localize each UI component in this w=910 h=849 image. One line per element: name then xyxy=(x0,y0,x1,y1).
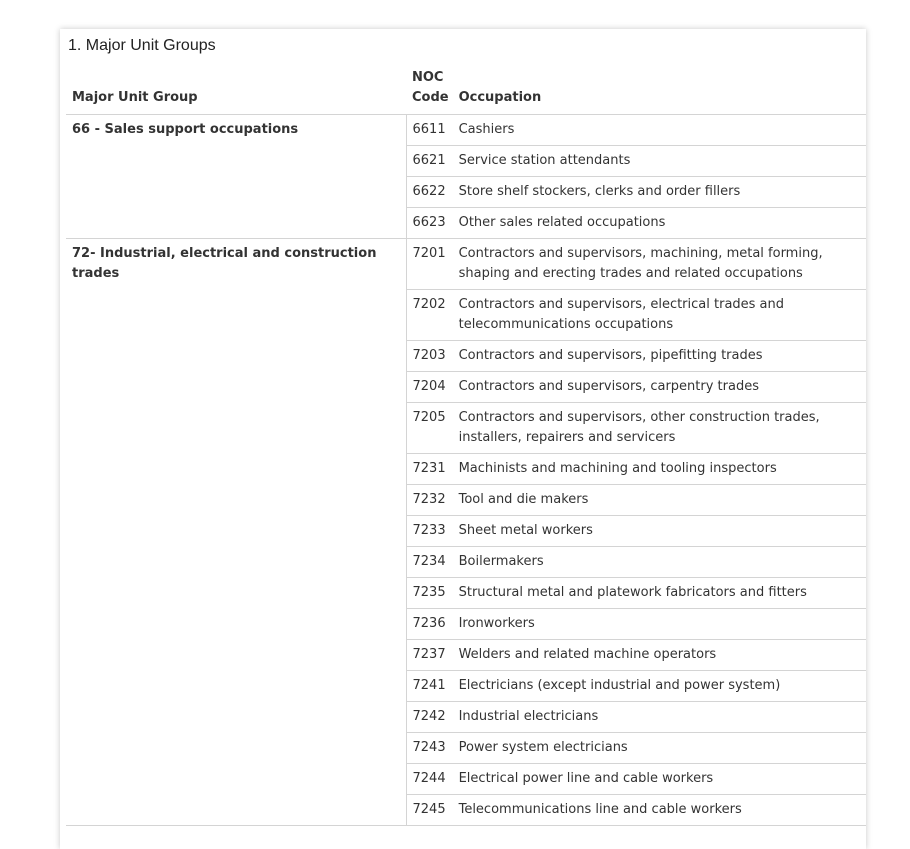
occupation-cell: Industrial electricians xyxy=(453,702,866,733)
noc-code-cell: 6621 xyxy=(406,146,453,177)
major-unit-group-cell: 66 - Sales support occupations xyxy=(66,115,406,239)
noc-code-cell: 7231 xyxy=(406,454,453,485)
noc-code-cell: 6611 xyxy=(406,115,453,146)
occupation-cell: Sheet metal workers xyxy=(453,516,866,547)
noc-code-cell: 6623 xyxy=(406,208,453,239)
noc-code-cell: 7242 xyxy=(406,702,453,733)
occupation-cell: Contractors and supervisors, carpentry trades xyxy=(453,372,866,403)
occupation-cell: Electrical power line and cable workers xyxy=(453,764,866,795)
major-unit-groups-card xyxy=(60,29,866,849)
occupation-cell: Electricians (except industrial and power system) xyxy=(453,671,866,702)
occupation-cell: Other sales related occupations xyxy=(453,208,866,239)
noc-code-cell: 7201 xyxy=(406,239,453,290)
occupation-cell: Store shelf stockers, clerks and order fillers xyxy=(453,177,866,208)
noc-code-cell: 7234 xyxy=(406,547,453,578)
noc-code-cell: 7237 xyxy=(406,640,453,671)
section-title: 1. Major Unit Groups xyxy=(68,37,216,54)
noc-code-cell: 7245 xyxy=(406,795,453,826)
noc-code-cell: 7244 xyxy=(406,764,453,795)
noc-code-cell: 7203 xyxy=(406,341,453,372)
occupation-cell: Contractors and supervisors, other construction trades, installers, repairers and servicers xyxy=(453,403,866,454)
noc-table xyxy=(66,68,866,826)
occupation-cell: Contractors and supervisors, pipefitting trades xyxy=(453,341,866,372)
noc-code-cell: 7204 xyxy=(406,372,453,403)
noc-code-cell: 7243 xyxy=(406,733,453,764)
noc-code-cell: 7235 xyxy=(406,578,453,609)
noc-code-cell: 7232 xyxy=(406,485,453,516)
occupation-cell: Tool and die makers xyxy=(453,485,866,516)
occupation-cell: Welders and related machine operators xyxy=(453,640,866,671)
table-body xyxy=(66,115,866,826)
table-row xyxy=(66,239,866,290)
occupation-cell: Boilermakers xyxy=(453,547,866,578)
noc-code-cell: 7205 xyxy=(406,403,453,454)
header-major-unit-group: Major Unit Group xyxy=(66,68,406,115)
noc-code-cell: 7233 xyxy=(406,516,453,547)
noc-code-cell: 7236 xyxy=(406,609,453,640)
table-header-row xyxy=(66,68,866,115)
occupation-cell: Contractors and supervisors, electrical trades and telecommunications occupations xyxy=(453,290,866,341)
occupation-cell: Structural metal and platework fabricators and fitters xyxy=(453,578,866,609)
noc-code-cell: 7241 xyxy=(406,671,453,702)
noc-code-cell: 6622 xyxy=(406,177,453,208)
occupation-cell: Power system electricians xyxy=(453,733,866,764)
header-occupation: Occupation xyxy=(453,68,866,115)
occupation-cell: Machinists and machining and tooling inspectors xyxy=(453,454,866,485)
occupation-cell: Ironworkers xyxy=(453,609,866,640)
noc-code-cell: 7202 xyxy=(406,290,453,341)
occupation-cell: Service station attendants xyxy=(453,146,866,177)
header-noc-code: NOC Code xyxy=(406,68,453,115)
occupation-cell: Contractors and supervisors, machining, metal forming, shaping and erecting trades and related occupations xyxy=(453,239,866,290)
major-unit-group-cell: 72- Industrial, electrical and construction trades xyxy=(66,239,406,826)
table-row xyxy=(66,115,866,146)
occupation-cell: Cashiers xyxy=(453,115,866,146)
occupation-cell: Telecommunications line and cable workers xyxy=(453,795,866,826)
